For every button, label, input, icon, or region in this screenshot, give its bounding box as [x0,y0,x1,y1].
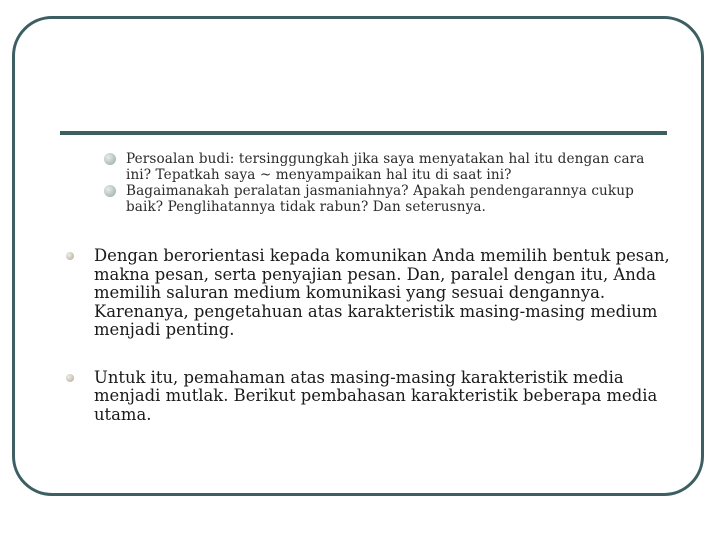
title-divider [60,131,667,135]
sub-bullet-list [104,151,664,215]
sub-bullet-text: Bagaimanakah peralatan jasmaniahnya? Apakah pendengarannya cukup baik? Penglihatannya tidak rabun? Dan seterusnya. [126,183,634,215]
main-bullet-text: Untuk itu, pemahaman atas masing-masing karakteristik media menjadi mutlak. Berikut pembahasan karakteristik beberapa media utama. [94,367,658,424]
main-bullet-list [66,247,676,424]
bullet-icon [104,185,116,197]
main-bullet-item [66,247,676,340]
bullet-icon [104,153,116,165]
main-bullet-item [66,369,676,425]
bullet-icon [66,374,74,382]
sub-bullet-item [104,183,664,215]
main-bullet-text: Dengan berorientasi kepada komunikan Anda memilih bentuk pesan, makna pesan, serta penyajian pesan. Dan, paralel dengan itu, Anda memilih saluran medium komunikasi yang sesuai dengannya. Karenanya, pengetahuan atas karakteristik masing-masing medium menjadi penting. [94,246,670,339]
sub-bullet-text: Persoalan budi: tersinggungkah jika saya menyatakan hal itu dengan cara ini? Tepatkah saya ~ menyampaikan hal itu di saat ini? [126,151,645,183]
bullet-icon [66,252,74,260]
sub-bullet-item [104,151,664,183]
